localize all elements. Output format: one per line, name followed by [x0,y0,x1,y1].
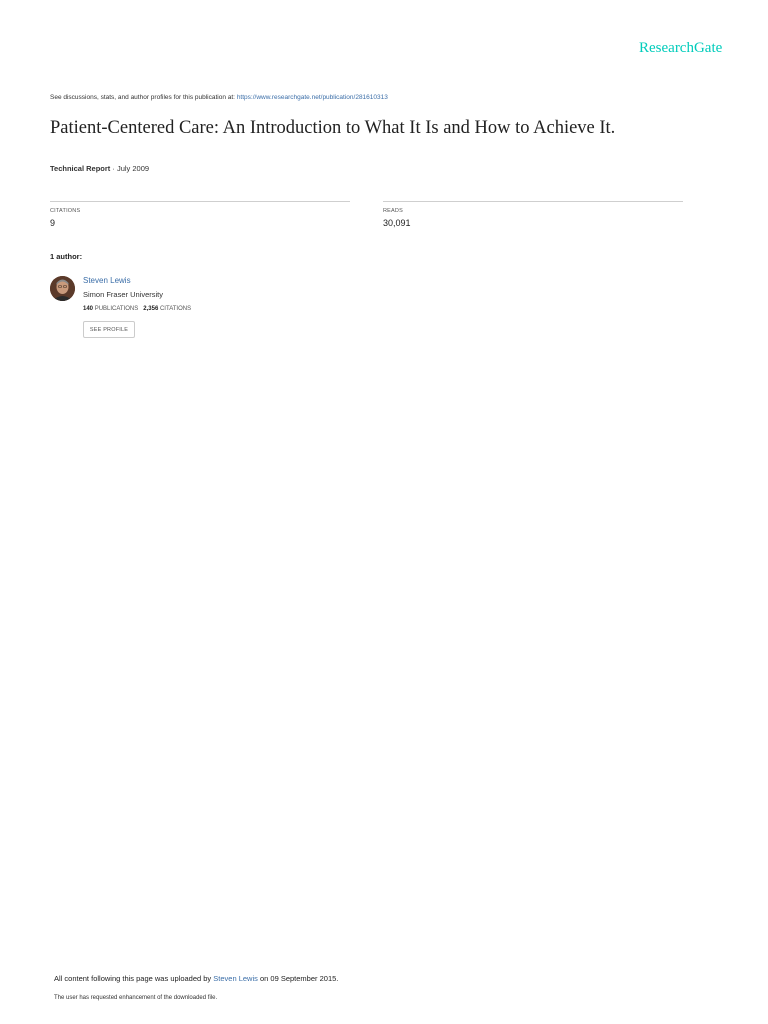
author-photo-icon [50,276,75,301]
citations-value: 9 [50,218,56,228]
discussion-line [50,94,388,101]
upload-notice [54,974,338,983]
date-separator: · [110,164,117,173]
reads-divider [383,201,683,202]
enhancement-note: The user has requested enhancement of the downloaded file. [54,995,218,1001]
upload-suffix: on 09 September 2015. [259,974,339,983]
author-publications-label: PUBLICATIONS [94,306,139,312]
author-stats [83,306,191,312]
reads-label: READS [383,208,403,214]
publication-title: Patient-Centered Care: An Introduction to What It Is and How to Achieve It. [50,118,616,138]
see-profile-button[interactable]: SEE PROFILE [83,321,135,338]
citations-divider [50,201,350,202]
author-institution: Simon Fraser University [83,290,164,299]
authors-heading: 1 author: [50,252,83,261]
author-publications-count: 140 [83,306,94,312]
author-citations-label: CITATIONS [159,306,192,312]
publication-date: July 2009 [116,164,150,173]
author-name-link[interactable]: Steven Lewis [83,276,131,285]
author-citations-count: 2,356 [143,306,159,312]
author-avatar[interactable] [50,276,75,301]
publication-meta [50,164,149,173]
researchgate-logo[interactable]: ResearchGate [639,40,723,56]
uploader-link[interactable]: Steven Lewis [213,974,258,983]
citations-label: CITATIONS [50,208,81,214]
discussion-prefix: See discussions, stats, and author profiles for this publication at: [50,94,235,101]
publication-url-link[interactable]: https://www.researchgate.net/publication/281610313 [236,94,388,101]
publication-type: Technical Report [50,164,111,173]
upload-prefix: All content following this page was uploaded by [54,974,212,983]
reads-value: 30,091 [383,218,411,228]
